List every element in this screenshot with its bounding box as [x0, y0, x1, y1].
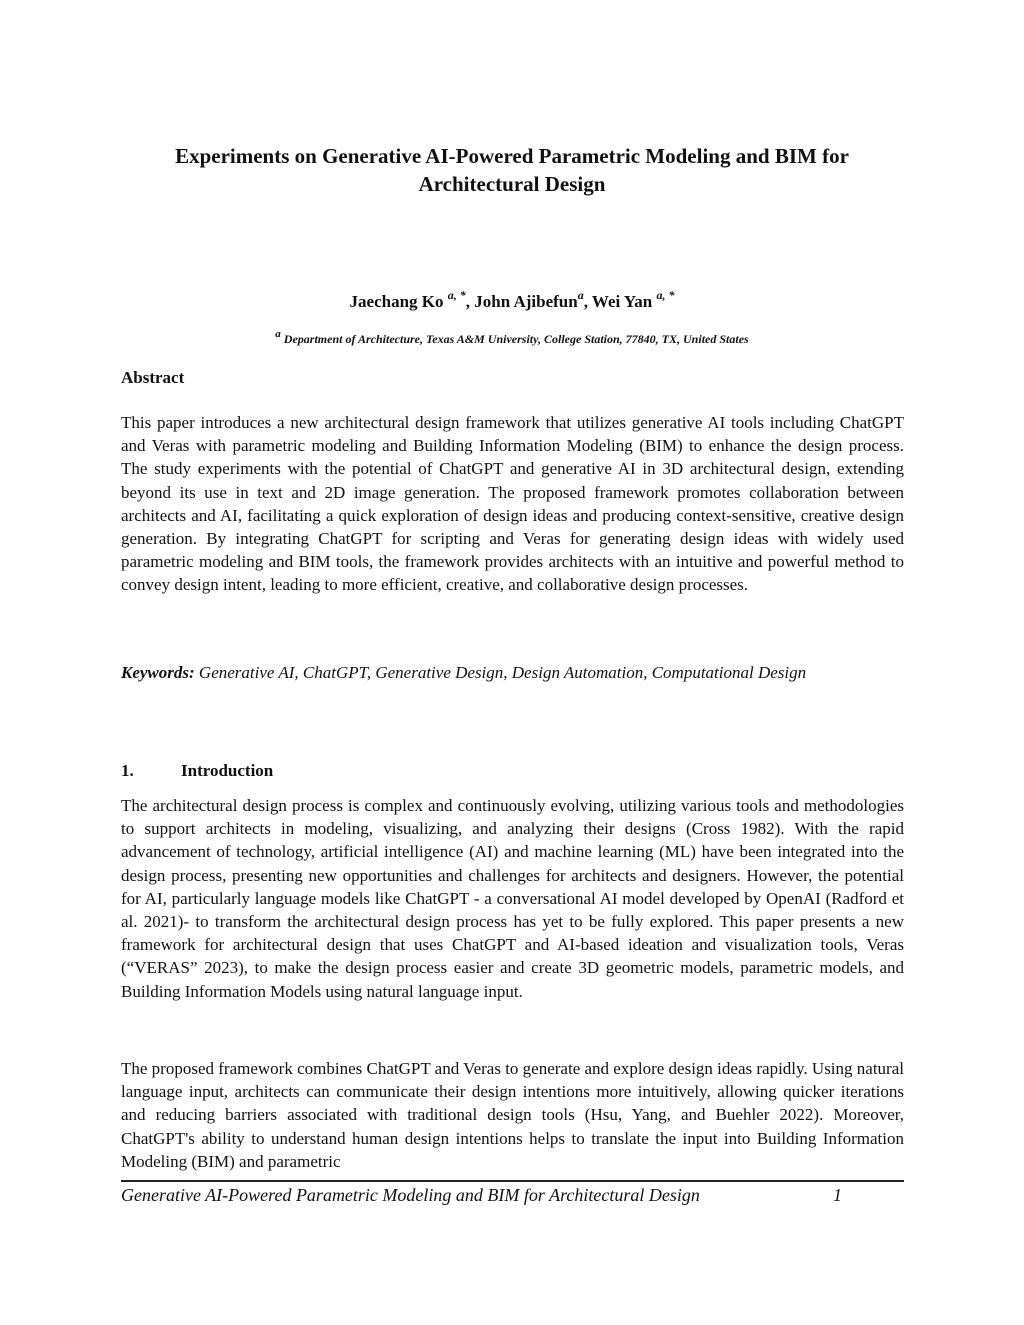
affiliation-text: Department of Architecture, Texas A&M University, College Station, 77840, TX, United States: [283, 332, 749, 346]
section-title: Introduction: [181, 761, 274, 780]
author-list: [120, 282, 904, 315]
author-name: Jaechang Ko: [349, 292, 444, 311]
affiliation-mark: a: [275, 328, 281, 340]
section-heading: [121, 761, 273, 781]
affiliation: [120, 324, 904, 349]
author-affil-mark: a, *: [656, 288, 675, 302]
paper-title: Experiments on Generative AI-Powered Parametric Modeling and BIM for Architectural Design: [175, 144, 849, 196]
author-affil-mark: a, *: [447, 288, 466, 302]
page-number: 1: [833, 1185, 842, 1205]
running-title: Generative AI-Powered Parametric Modeling and BIM for Architectural Design: [121, 1185, 700, 1205]
author-name: John Ajibefun: [474, 292, 578, 311]
keywords: [121, 661, 904, 684]
section-number: 1.: [121, 761, 134, 780]
author-separator: ,: [583, 292, 592, 311]
page-footer: [121, 1182, 904, 1208]
author-name: Wei Yan: [591, 292, 653, 311]
author-affil-mark: a: [577, 288, 584, 302]
body-paragraph: The architectural design process is complex and continuously evolving, utilizing various tools and methodologies to support architects in modeling, visualizing, and analyzing their designs (Cross 1982). With the rapid advancement of technology, artificial intelligence (AI) and machine learning (ML) have been integrated into the design process, presenting new opportunities and challenges for architects and designers. However, the potential for AI, particularly language models like ChatGPT - a conversational AI model developed by OpenAI (Radford et al. 2021)- to transform the architectural design process has yet to be fully explored. This paper presents a new framework for architectural design that uses ChatGPT and AI-based ideation and visualization tools, Veras (“VERAS” 2023), to make the design process easier and create 3D geometric models, parametric models, and Building Information Models using natural language input.: [121, 796, 904, 1001]
body-paragraph: The proposed framework combines ChatGPT and Veras to generate and explore design ideas rapidly. Using natural language input, architects can communicate their design intentions more intuitively, allowing quicker iterations and reducing barriers associated with traditional design tools (Hsu, Yang, and Buehler 2022). Moreover, ChatGPT's ability to understand human design intentions helps to translate the input into Building Information Modeling (BIM) and parametric: [121, 1059, 904, 1171]
abstract-text: This paper introduces a new architectural design framework that utilizes generative AI tools including ChatGPT and Veras with parametric modeling and Building Information Modeling (BIM) to enhance the design process. The study experiments with the potential of ChatGPT and generative AI in 3D architectural design, extending beyond its use in text and 2D image generation. The proposed framework promotes collaboration between architects and AI, facilitating a quick exploration of design ideas and producing context-sensitive, creative design generation. By integrating ChatGPT for scripting and Veras for generating design ideas with widely used parametric modeling and BIM tools, the framework provides architects with an intuitive and powerful method to convey design intent, leading to more efficient, creative, and collaborative design processes.: [121, 413, 904, 595]
keywords-label: Keywords:: [121, 663, 195, 682]
keywords-text: Generative AI, ChatGPT, Generative Design, Design Automation, Computational Design: [198, 663, 807, 682]
author-separator: ,: [465, 292, 475, 311]
abstract-heading: Abstract: [121, 368, 185, 387]
